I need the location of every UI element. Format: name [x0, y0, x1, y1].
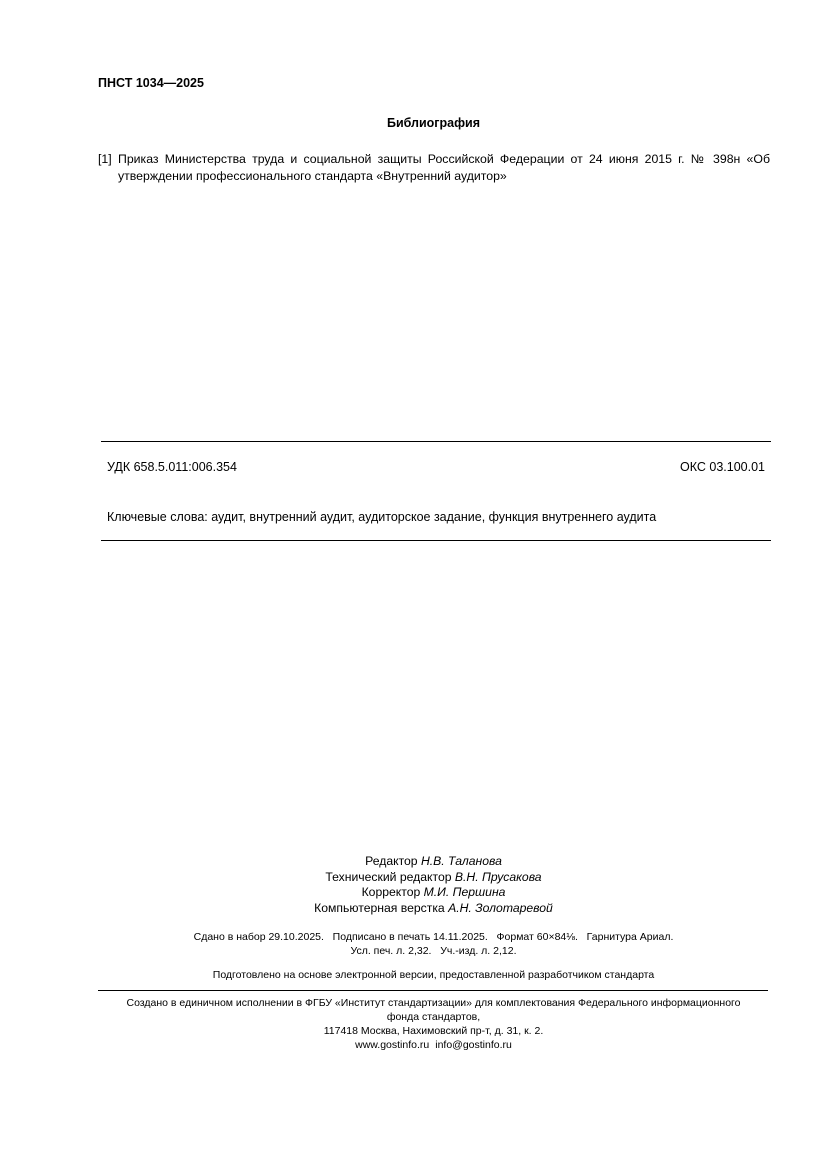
prepared-note: Подготовлено на основе электронной версии, предоставленной разработчиком стандарта	[212, 969, 655, 981]
credits-block	[0, 854, 827, 916]
keywords: Ключевые слова: аудит, внутренний аудит, аудиторское задание, функция внутреннего аудита	[107, 510, 657, 524]
credit-tech-editor: Технический редактор В.Н. Прусакова	[325, 869, 542, 884]
website-link[interactable]: www.gostinfo.ru	[355, 1039, 430, 1051]
print-info-line-2: Усл. печ. л. 2,32. Уч.-изд. л. 2,12.	[350, 945, 517, 957]
bibliography-entry	[98, 151, 770, 184]
credit-corrector: Корректор М.И. Першина	[361, 885, 506, 899]
footer-line-2: фонда стандартов,	[386, 1011, 481, 1023]
bibliography-entry-text: Приказ Министерства труда и социальной защиты Российской Федерации от 24 июня 2015 г. № 398н «Об утверждении профессионального стандарта «Внутренний аудитор»	[118, 152, 770, 183]
print-info	[0, 930, 827, 958]
divider-middle	[101, 540, 771, 541]
credit-editor: Редактор Н.В. Таланова	[365, 854, 502, 868]
bibliography-title: Библиография	[386, 116, 481, 130]
document-code: ПНСТ 1034—2025	[98, 76, 204, 90]
divider-top	[101, 441, 771, 442]
footer-block	[0, 996, 827, 1052]
print-info-line-1: Сдано в набор 29.10.2025. Подписано в печать 14.11.2025. Формат 60×84⅛. Гарнитура Ариал.	[193, 931, 674, 943]
footer-line-1: Создано в единичном исполнении в ФГБУ «Институт стандартизации» для комплектования Федерального информационного	[126, 997, 741, 1009]
udk-code: УДК 658.5.011:006.354	[107, 460, 237, 474]
oks-code: ОКС 03.100.01	[680, 460, 765, 474]
divider-footer	[98, 990, 768, 991]
footer-address: 117418 Москва, Нахимовский пр-т, д. 31, к. 2.	[323, 1025, 544, 1037]
footer-contacts	[0, 1038, 827, 1052]
credit-layout: Компьютерная верстка А.Н. Золотаревой	[314, 900, 553, 915]
bibliography-entry-number: [1]	[98, 152, 112, 166]
email-link[interactable]: info@gostinfo.ru	[435, 1039, 512, 1051]
